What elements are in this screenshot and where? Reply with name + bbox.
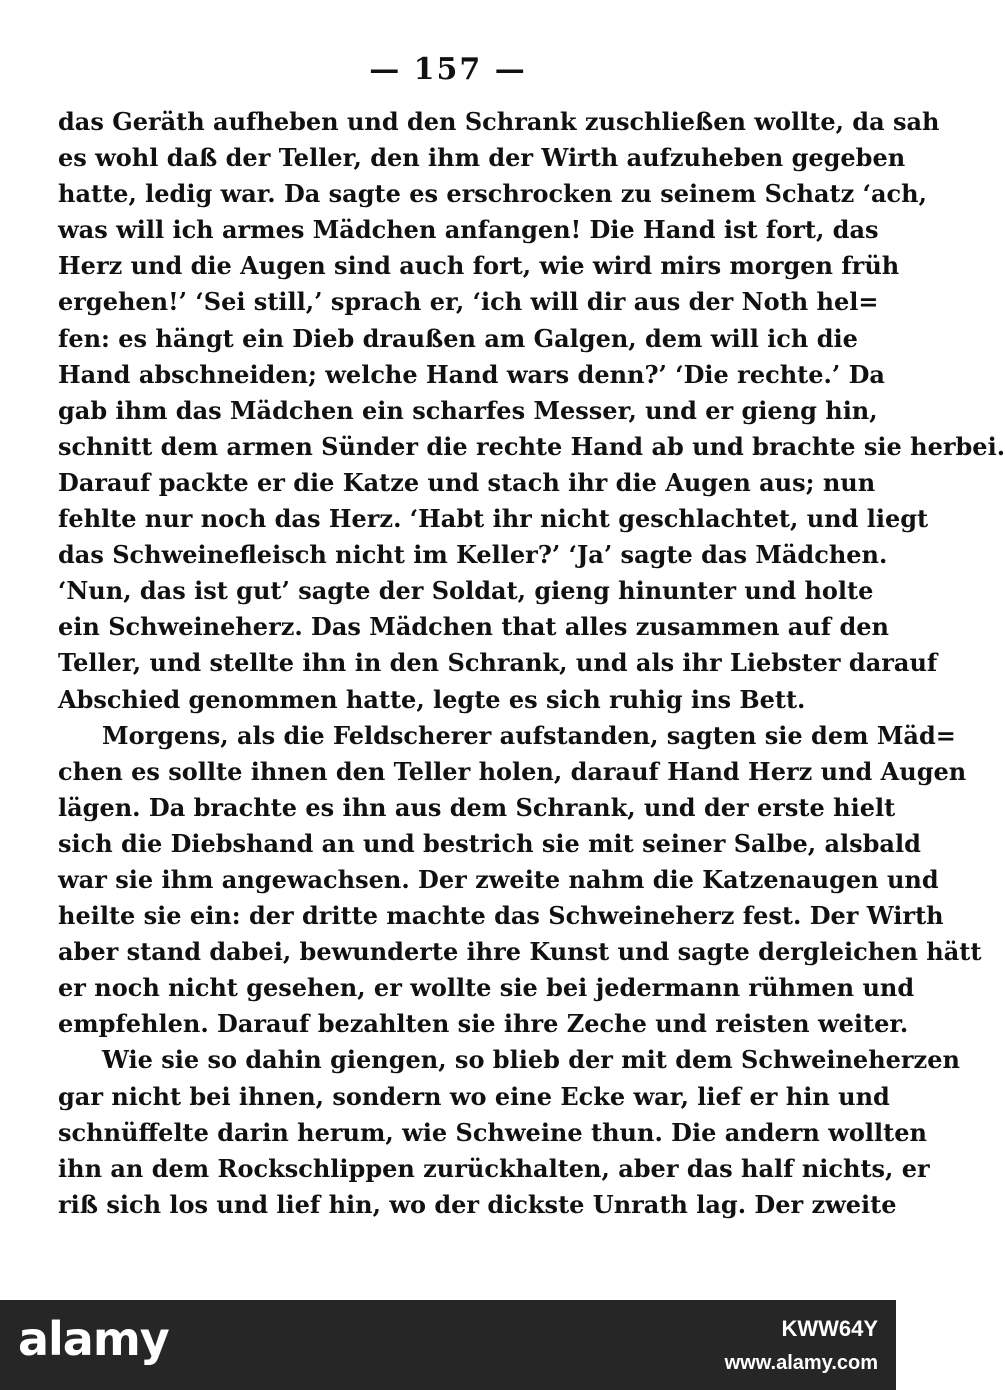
paragraph-start-line: Wie sie so dahin giengen, so blieb der mit dem Schweineherzen: [102, 1045, 960, 1075]
text-line: Herz und die Augen sind auch fort, wie wird mirs morgen früh: [58, 251, 900, 281]
text-line: ‘Nun, das ist gut’ sagte der Soldat, gieng hinunter und holte: [58, 576, 874, 606]
text-line: fehlte nur noch das Herz. ‘Habt ihr nicht geschlachtet, und liegt: [58, 504, 929, 534]
text-line: hatte, ledig war. Da sagte es erschrocken zu seinem Schatz ‘ach,: [58, 179, 927, 209]
page-number: — 157 —: [369, 52, 527, 87]
text-line: schnitt dem armen Sünder die rechte Hand ab und brachte sie herbei.: [58, 431, 1005, 461]
text-line: riß sich los und lief hin, wo der dickste Unrath lag. Der zweite: [58, 1189, 897, 1219]
text-line: es wohl daß der Teller, den ihm der Wirth aufzuheben gegeben: [58, 143, 906, 173]
text-line: ihn an dem Rockschlippen zurückhalten, aber das half nichts, er: [58, 1153, 930, 1183]
text-line: Hand abschneiden; welche Hand wars denn?’ ‘Die rechte.’ Da: [58, 359, 885, 389]
text-line: war sie ihm angewachsen. Der zweite nahm die Katzenaugen und: [58, 864, 939, 894]
text-line: gab ihm das Mädchen ein scharfes Messer, und er gieng hin,: [58, 395, 878, 425]
text-line: was will ich armes Mädchen anfangen! Die Hand ist fort, das: [58, 215, 879, 245]
text-line: gar nicht bei ihnen, sondern wo eine Ecke war, lief er hin und: [58, 1081, 890, 1111]
text-line: das Schweinefleisch nicht im Keller?’ ‘Ja’ sagte das Mädchen.: [58, 540, 888, 570]
text-line: sich die Diebshand an und bestrich sie mit seiner Salbe, alsbald: [58, 828, 921, 858]
text-line: lägen. Da brachte es ihn aus dem Schrank, und der erste hielt: [58, 792, 896, 822]
text-line: ergehen!’ ‘Sei still,’ sprach er, ‘ich will dir aus der Noth hel=: [58, 287, 879, 317]
text-line: ein Schweineherz. Das Mädchen that alles zusammen auf den: [58, 612, 889, 642]
text-line: heilte sie ein: der dritte machte das Schweineherz fest. Der Wirth: [58, 901, 944, 931]
text-line: chen es sollte ihnen den Teller holen, darauf Hand Herz und Augen: [58, 756, 967, 786]
text-line: das Geräth aufheben und den Schrank zuschließen wollte, da sah: [58, 107, 940, 136]
text-line: schnüffelte darin herum, wie Schweine thun. Die andern wollten: [58, 1117, 927, 1147]
text-line: er noch nicht gesehen, er wollte sie bei jedermann rühmen und: [58, 973, 915, 1003]
paragraph-end-line: empfehlen. Darauf bezahlten sie ihre Zeche und reisten weiter.: [58, 1009, 909, 1039]
text-line: Darauf packte er die Katze und stach ihr die Augen aus; nun: [58, 467, 876, 497]
text-line: fen: es hängt ein Dieb draußen am Galgen, dem will ich die: [58, 323, 858, 353]
brand-logo: alamy: [18, 1312, 169, 1366]
site-url: www.alamy.com: [724, 1352, 878, 1374]
stock-watermark-bar: [0, 1300, 896, 1390]
image-id: KWW64Y: [781, 1316, 878, 1341]
text-line: Teller, und stellte ihn in den Schrank, und als ihr Liebster darauf: [58, 648, 938, 678]
paragraph-end-line: Abschied genommen hatte, legte es sich ruhig ins Bett.: [58, 684, 806, 714]
page-text: [58, 104, 1005, 1223]
paragraph-start-line: Morgens, als die Feldscherer aufstanden, sagten sie dem Mäd=: [102, 720, 956, 750]
text-line: aber stand dabei, bewunderte ihre Kunst und sagte dergleichen hätt: [58, 937, 982, 967]
